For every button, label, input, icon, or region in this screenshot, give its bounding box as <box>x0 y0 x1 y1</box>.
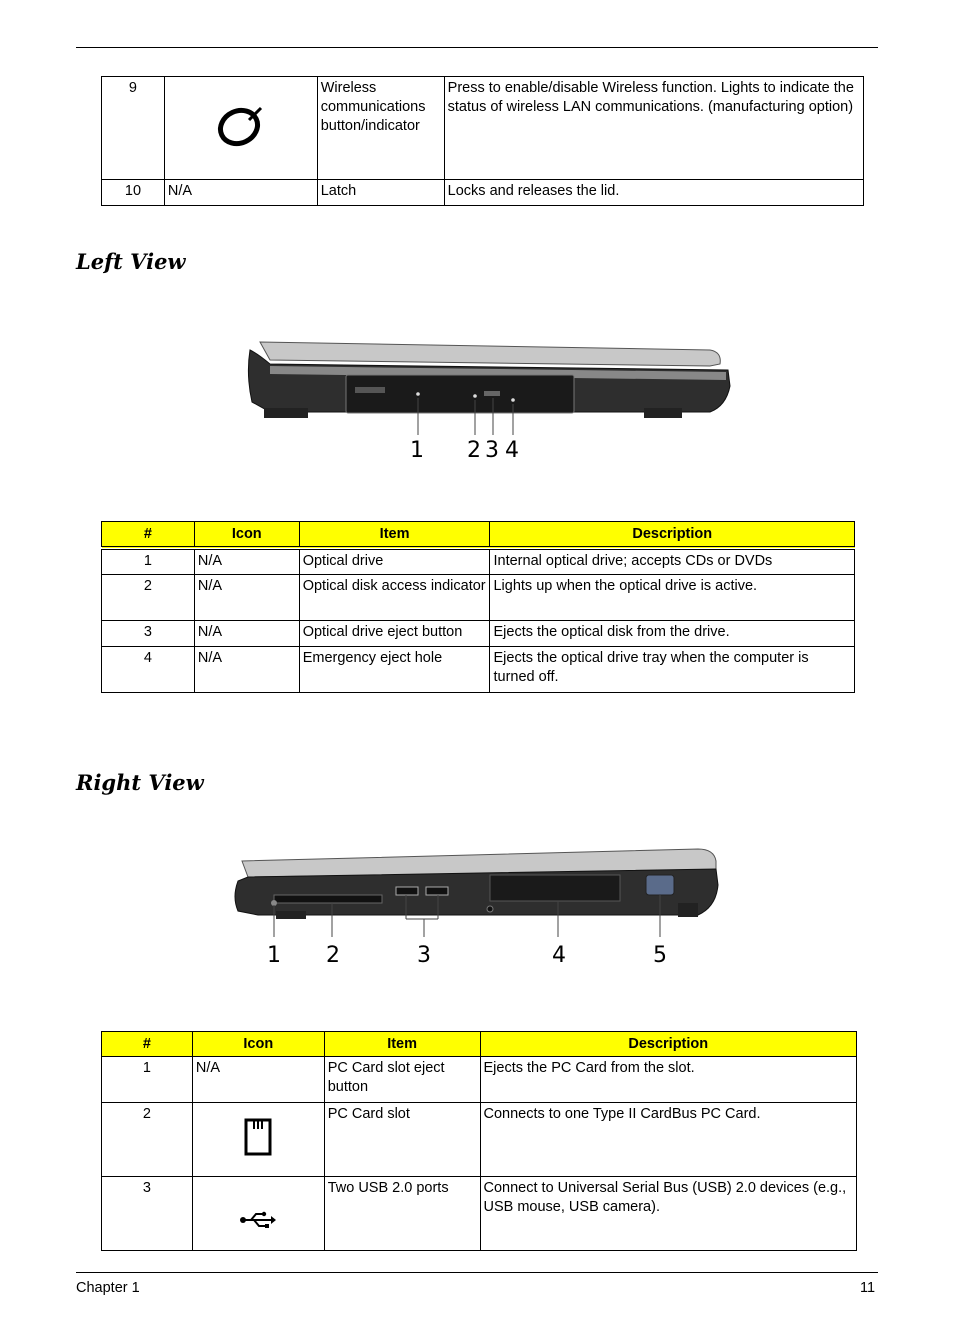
table-row <box>102 77 864 180</box>
item-name: Optical drive eject button <box>299 620 490 646</box>
callout-1: 1 <box>410 438 424 463</box>
callout-4: 4 <box>552 943 566 968</box>
row-number: 4 <box>102 646 195 692</box>
vent-grille <box>490 875 620 901</box>
table-row <box>102 180 864 206</box>
icon-cell <box>192 1103 324 1177</box>
icon-cell <box>192 1177 324 1251</box>
item-name: Emergency eject hole <box>299 646 490 692</box>
right-view-figure <box>228 835 728 970</box>
header-item: Item <box>324 1032 480 1057</box>
header-number: # <box>102 522 195 549</box>
table-header-row <box>102 522 855 549</box>
table-header-row <box>102 1032 857 1057</box>
item-description: Connects to one Type II CardBus PC Card. <box>480 1103 857 1177</box>
item-name: Optical drive <box>299 548 490 574</box>
left-view-figure <box>240 330 740 465</box>
pc-card-icon <box>243 1117 273 1157</box>
table-row <box>102 1177 857 1251</box>
icon-cell: N/A <box>194 646 299 692</box>
item-description: Press to enable/disable Wireless function. Lights to indicate the status of wireless LAN communications. (manufacturing option) <box>444 77 863 180</box>
footer-page-number: 11 <box>860 1280 876 1296</box>
header-item: Item <box>299 522 490 549</box>
icon-cell: N/A <box>194 574 299 620</box>
item-description: Ejects the optical drive tray when the computer is turned off. <box>490 646 855 692</box>
footer-chapter: Chapter 1 <box>76 1280 140 1296</box>
item-description: Internal optical drive; accepts CDs or DVDs <box>490 548 855 574</box>
row-number: 1 <box>102 1057 193 1103</box>
item-description: Locks and releases the lid. <box>444 180 863 206</box>
icon-cell: N/A <box>194 620 299 646</box>
right-view-title: Right View <box>76 770 204 795</box>
footer-rule <box>76 1272 878 1273</box>
item-name: Wireless communications button/indicator <box>317 77 444 180</box>
row-number: 3 <box>102 1177 193 1251</box>
top-components-table <box>101 76 864 206</box>
row-number: 2 <box>102 574 195 620</box>
row-number: 10 <box>102 180 165 206</box>
callout-5: 5 <box>653 943 667 968</box>
item-name: Optical disk access indicator <box>299 574 490 620</box>
usb-icon <box>239 1210 277 1230</box>
row-number: 1 <box>102 548 195 574</box>
item-description: Ejects the PC Card from the slot. <box>480 1057 857 1103</box>
table-row <box>102 620 855 646</box>
callout-2: 2 <box>326 943 340 968</box>
row-number: 2 <box>102 1103 193 1177</box>
header-number: # <box>102 1032 193 1057</box>
item-description: Lights up when the optical drive is active. <box>490 574 855 620</box>
callout-2: 2 <box>467 438 481 463</box>
header-description: Description <box>480 1032 857 1057</box>
table-row <box>102 1057 857 1103</box>
right-view-table <box>101 1031 857 1251</box>
left-view-table <box>101 521 855 693</box>
table-row <box>102 646 855 692</box>
callout-3: 3 <box>417 943 431 968</box>
table-row <box>102 1103 857 1177</box>
header-icon: Icon <box>194 522 299 549</box>
icon-cell: N/A <box>164 180 317 206</box>
icon-cell: N/A <box>192 1057 324 1103</box>
callout-4: 4 <box>505 438 519 463</box>
callout-3: 3 <box>485 438 499 463</box>
row-number: 3 <box>102 620 195 646</box>
icon-cell: N/A <box>194 548 299 574</box>
callout-1: 1 <box>267 943 281 968</box>
header-icon: Icon <box>192 1032 324 1057</box>
item-name: PC Card slot <box>324 1103 480 1177</box>
wireless-icon <box>211 100 271 150</box>
item-name: Latch <box>317 180 444 206</box>
item-name: Two USB 2.0 ports <box>324 1177 480 1251</box>
icon-cell <box>164 77 317 180</box>
header-rule <box>76 47 878 48</box>
header-description: Description <box>490 522 855 549</box>
table-row <box>102 574 855 620</box>
item-name: PC Card slot eject button <box>324 1057 480 1103</box>
item-description: Connect to Universal Serial Bus (USB) 2.0 devices (e.g., USB mouse, USB camera). <box>480 1177 857 1251</box>
item-description: Ejects the optical disk from the drive. <box>490 620 855 646</box>
table-row <box>102 548 855 574</box>
row-number: 9 <box>102 77 165 180</box>
left-view-title: Left View <box>76 249 186 274</box>
